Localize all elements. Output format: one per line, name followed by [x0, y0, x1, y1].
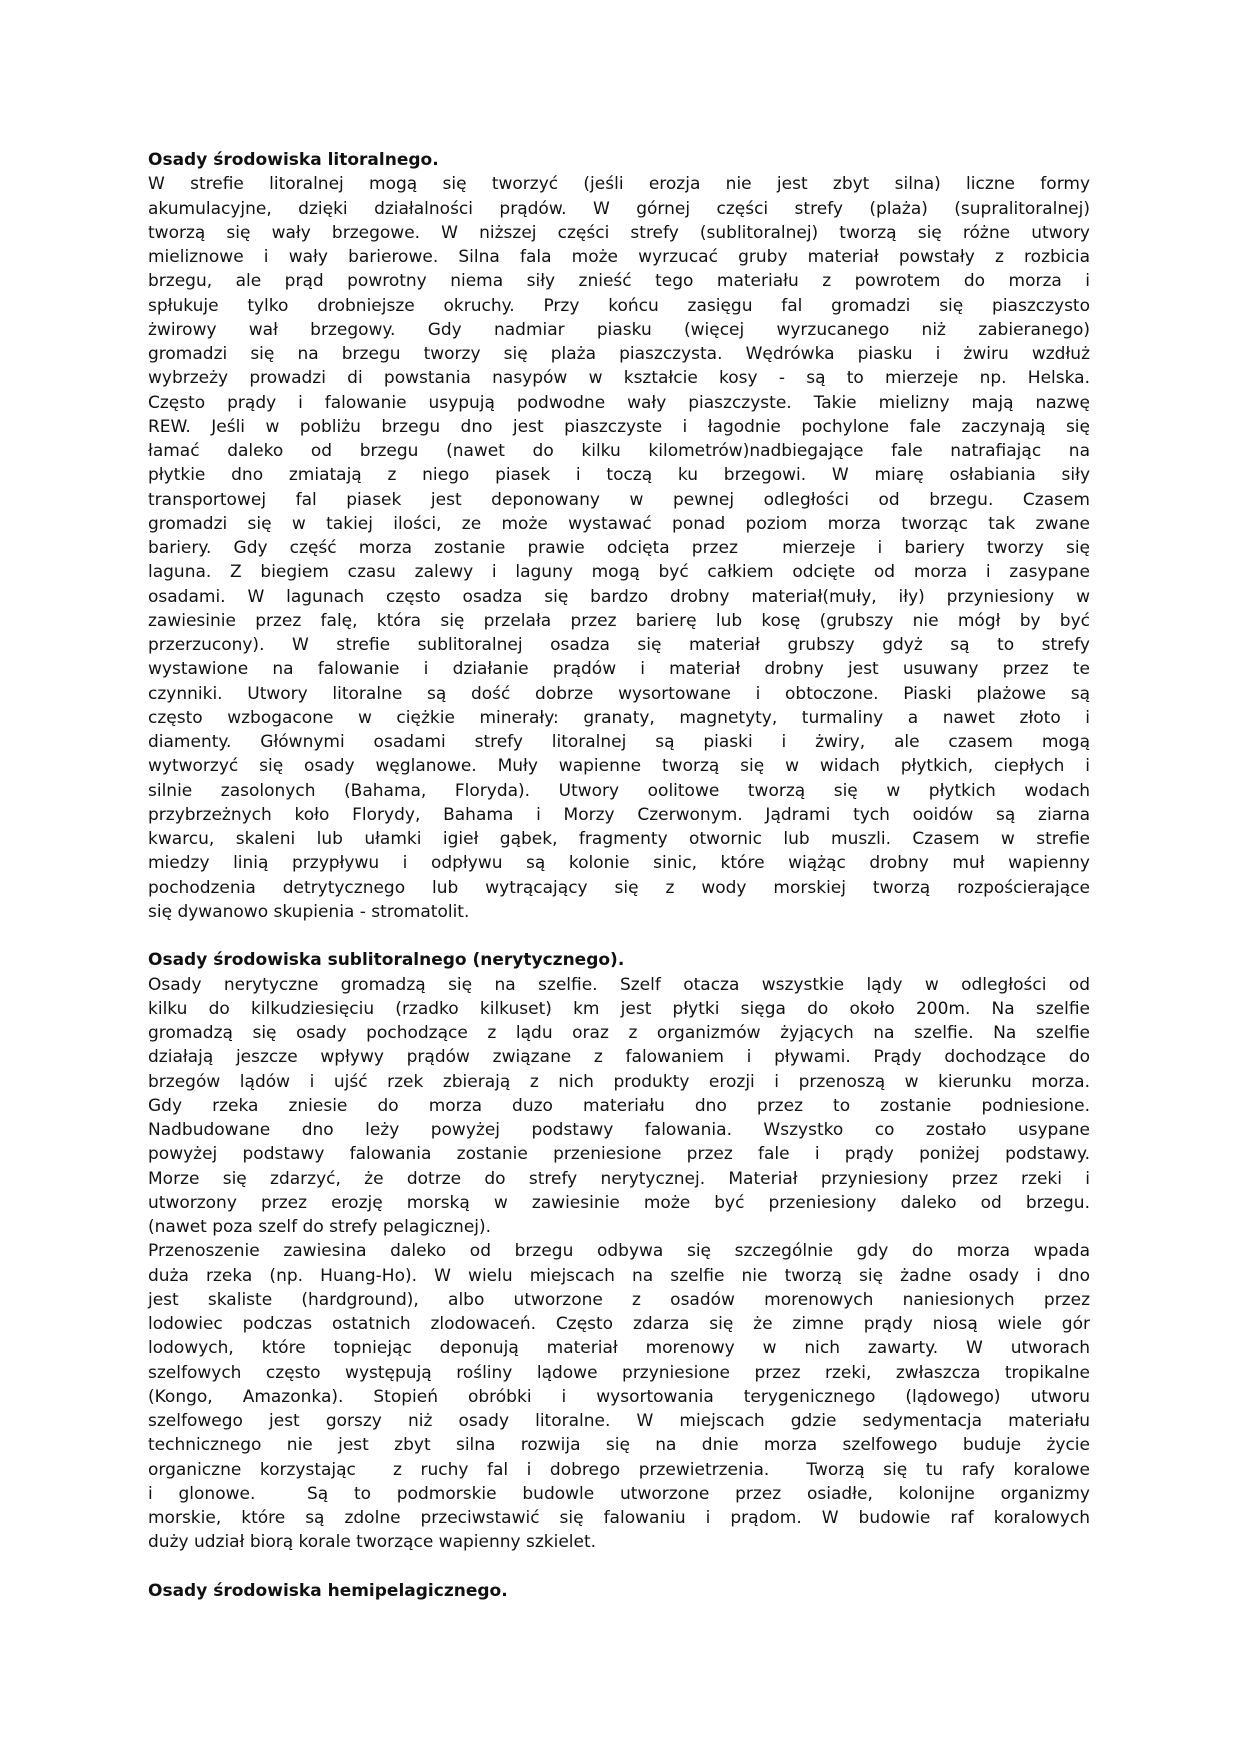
text-line: tworzą się wały brzegowe. W niższej części strefy (sublitoralnej) tworzą się różne utwory	[148, 222, 1090, 243]
text-line: organiczne korzystając z ruchy fal i dobrego przewietrzenia. Tworzą się tu rafy koralowe	[148, 1459, 1090, 1480]
text-line: spłukuje tylko drobniejsze okruchy. Przy końcu zasięgu fal gromadzi się piaszczysto	[148, 295, 1090, 316]
text-line: płytkie dno zmiatają z niego piasek i toczą ku brzegowi. W miarę osłabiania siły	[148, 465, 1090, 486]
text-line: wytworzyć się osady węglanowe. Muły wapienne tworzą się w widach płytkich, ciepłych i	[148, 756, 1090, 777]
section-spacer	[148, 924, 1090, 948]
text-line: często wzbogacone w ciężkie minerały: granaty, magnetyty, turmaliny a nawet złoto i	[148, 707, 1090, 728]
text-line: wystawione na falowanie i działanie prądów i materiał drobny jest usuwany przez te	[148, 659, 1090, 680]
section-heading: Osady środowiska litoralnego.	[148, 150, 439, 170]
text-line: zawiesinie przez falę, która się przelała przez barierę lub kosę (grubszy nie mógł by być	[148, 610, 1090, 631]
text-line: kilku do kilkudziesięciu (rzadko kilkuset) km jest płytki sięga do około 200m. Na szelfie	[148, 998, 1090, 1019]
text-line: morskie, które są zdolne przeciwstawić się falowaniu i prądom. W budowie raf koralowych	[148, 1508, 1090, 1528]
text-line: gromadzi się na brzegu tworzy się plaża piaszczysta. Wędrówka piasku i żwiru wzdłuż	[148, 344, 1090, 364]
text-line: szelfowych często występują rośliny lądowe przyniesione przez rzeki, zwłaszcza tropikalne	[148, 1362, 1090, 1383]
text-line: mieliznowe i wały barierowe. Silna fala może wyrzucać gruby materiał powstały z rozbicia	[148, 247, 1090, 267]
text-line: powyżej podstawy falowania zostanie przeniesione przez fale i prądy poniżej podstawy.	[148, 1144, 1090, 1165]
text-line: (Kongo, Amazonka). Stopień obróbki i wysortowania terygenicznego (lądowego) utworu	[148, 1386, 1090, 1407]
text-line: W strefie litoralnej mogą się tworzyć (jeśli erozja nie jest zbyt silna) liczne formy	[148, 174, 1090, 195]
paragraph	[148, 973, 1090, 1240]
text-line: laguna. Z biegiem czasu zalewy i laguny mogą być całkiem odcięte od morza i zasypane	[148, 562, 1090, 583]
text-line: duża rzeka (np. Huang-Ho). W wielu miejscach na szelfie nie tworzą się żadne osady i dno	[148, 1265, 1090, 1286]
text-line: utworzony przez erozję morską w zawiesinie może być przeniesiony daleko od brzegu.	[148, 1192, 1090, 1213]
text-line: brzegów lądów i ujść rzek zbierają z nich produkty erozji i przenoszą w kierunku morza.	[148, 1071, 1090, 1092]
text-line: gromadzi się w takiej ilości, ze może wystawać ponad poziom morza tworząc tak zwane	[148, 513, 1090, 534]
text-line: lodowych, które topniejąc deponują materiał morenowy w nich zawarty. W utworach	[148, 1338, 1090, 1359]
text-line: Morze się zdarzyć, że dotrze do strefy nerytycznej. Materiał przyniesiony przez rzeki i	[148, 1168, 1090, 1189]
text-line: brzegu, ale prąd powrotny niema siły znieść tego materiału z powrotem do morza i	[148, 271, 1090, 292]
text-line: transportowej fal piasek jest deponowany w pewnej odległości od brzegu. Czasem	[148, 489, 1090, 510]
text-line: łamać daleko od brzegu (nawet do kilku kilometrów)nadbiegające fale natrafiając na	[148, 441, 1090, 461]
text-line: i glonowe. Są to podmorskie budowle utworzone przez osiadłe, kolonijne organizmy	[148, 1483, 1090, 1504]
text-line: kwarcu, skaleni lub ułamki igieł gąbek, fragmenty otwornic lub muszli. Czasem w strefie	[148, 829, 1090, 849]
paragraph	[148, 1239, 1090, 1554]
section-heading: Osady środowiska sublitoralnego (nerytycznego).	[148, 950, 625, 971]
paragraph	[148, 172, 1090, 924]
text-line: bariery. Gdy część morza zostanie prawie odcięta przez mierzeje i bariery tworzy się	[148, 538, 1090, 558]
text-line: pochodzenia detrytycznego lub wytrącający się z wody morskiej tworzą rozpościerające	[148, 877, 1090, 898]
text-line: Gdy rzeka zniesie do morza duzo materiału dno przez to zostanie podniesione.	[148, 1095, 1090, 1116]
section-spacer	[148, 1555, 1090, 1579]
text-line: miedzy linią przypływu i odpływu są kolonie sinic, które wiążąc drobny muł wapienny	[148, 853, 1090, 874]
text-line: Często prądy i falowanie usypują podwodne wały piaszczyste. Takie mielizny mają nazwę	[148, 392, 1090, 413]
text-line: REW. Jeśli w pobliżu brzegu dno jest piaszczyste i łagodnie pochylone fale zaczynają się	[148, 416, 1090, 437]
text-line: Osady nerytyczne gromadzą się na szelfie. Szelf otacza wszystkie lądy w odległości od	[148, 974, 1090, 995]
text-line: wybrzeży prowadzi di powstania nasypów w kształcie kosy - są to mierzeje np. Helska.	[148, 368, 1090, 389]
text-line: lodowiec podczas ostatnich zlodowaceń. Często zdarza się że zimne prądy niosą wiele gór	[148, 1314, 1090, 1334]
text-line: Nadbudowane dno leży powyżej podstawy falowania. Wszystko co zostało usypane	[148, 1120, 1090, 1140]
section-heading: Osady środowiska hemipelagicznego.	[148, 1580, 508, 1601]
text-line: jest skaliste (hardground), albo utworzone z osadów morenowych naniesionych przez	[148, 1289, 1090, 1310]
text-line: (nawet poza szelf do strefy pelagicznej).	[148, 1217, 492, 1237]
text-line: silnie zasolonych (Bahama, Floryda). Utwory oolitowe tworzą się w płytkich wodach	[148, 780, 1090, 801]
text-line: działają jeszcze wpływy prądów związane z falowaniem i pływami. Prądy dochodzące do	[148, 1047, 1090, 1068]
text-line: przybrzeżnych koło Florydy, Bahama i Morzy Czerwonym. Jądrami tych ooidów są ziarna	[148, 804, 1090, 825]
text-line: żwirowy wał brzegowy. Gdy nadmiar piasku (więcej wyrzucanego niż zabieranego)	[148, 319, 1090, 340]
text-line: gromadzą się osady pochodzące z lądu oraz z organizmów żyjących na szelfie. Na szelfie	[148, 1023, 1090, 1043]
text-line: duży udział biorą korale tworzące wapienny szkielet.	[148, 1532, 597, 1553]
text-line: przerzucony). W strefie sublitoralnej osadza się materiał grubszy gdyż są to strefy	[148, 635, 1090, 655]
text-line: diamenty. Głównymi osadami strefy litoralnej są piaski i żwiry, ale czasem mogą	[148, 732, 1090, 752]
document-page	[148, 148, 1090, 1603]
text-line: technicznego nie jest zbyt silna rozwija się na dnie morza szelfowego buduje życie	[148, 1435, 1090, 1456]
text-line: czynniki. Utwory litoralne są dość dobrze wysortowane i obtoczone. Piaski plażowe są	[148, 683, 1090, 704]
text-line: Przenoszenie zawiesina daleko od brzegu odbywa się szczególnie gdy do morza wpada	[148, 1241, 1090, 1262]
text-line: szelfowego jest gorszy niż osady litoralne. W miejscach gdzie sedymentacja materiału	[148, 1411, 1090, 1431]
text-line: akumulacyjne, dzięki działalności prądów. W górnej części strefy (plaża) (supralitoralnej)	[148, 198, 1090, 219]
text-line: się dywanowo skupienia - stromatolit.	[148, 901, 470, 922]
text-line: osadami. W lagunach często osadza się bardzo drobny materiał(muły, iły) przyniesiony w	[148, 586, 1090, 607]
